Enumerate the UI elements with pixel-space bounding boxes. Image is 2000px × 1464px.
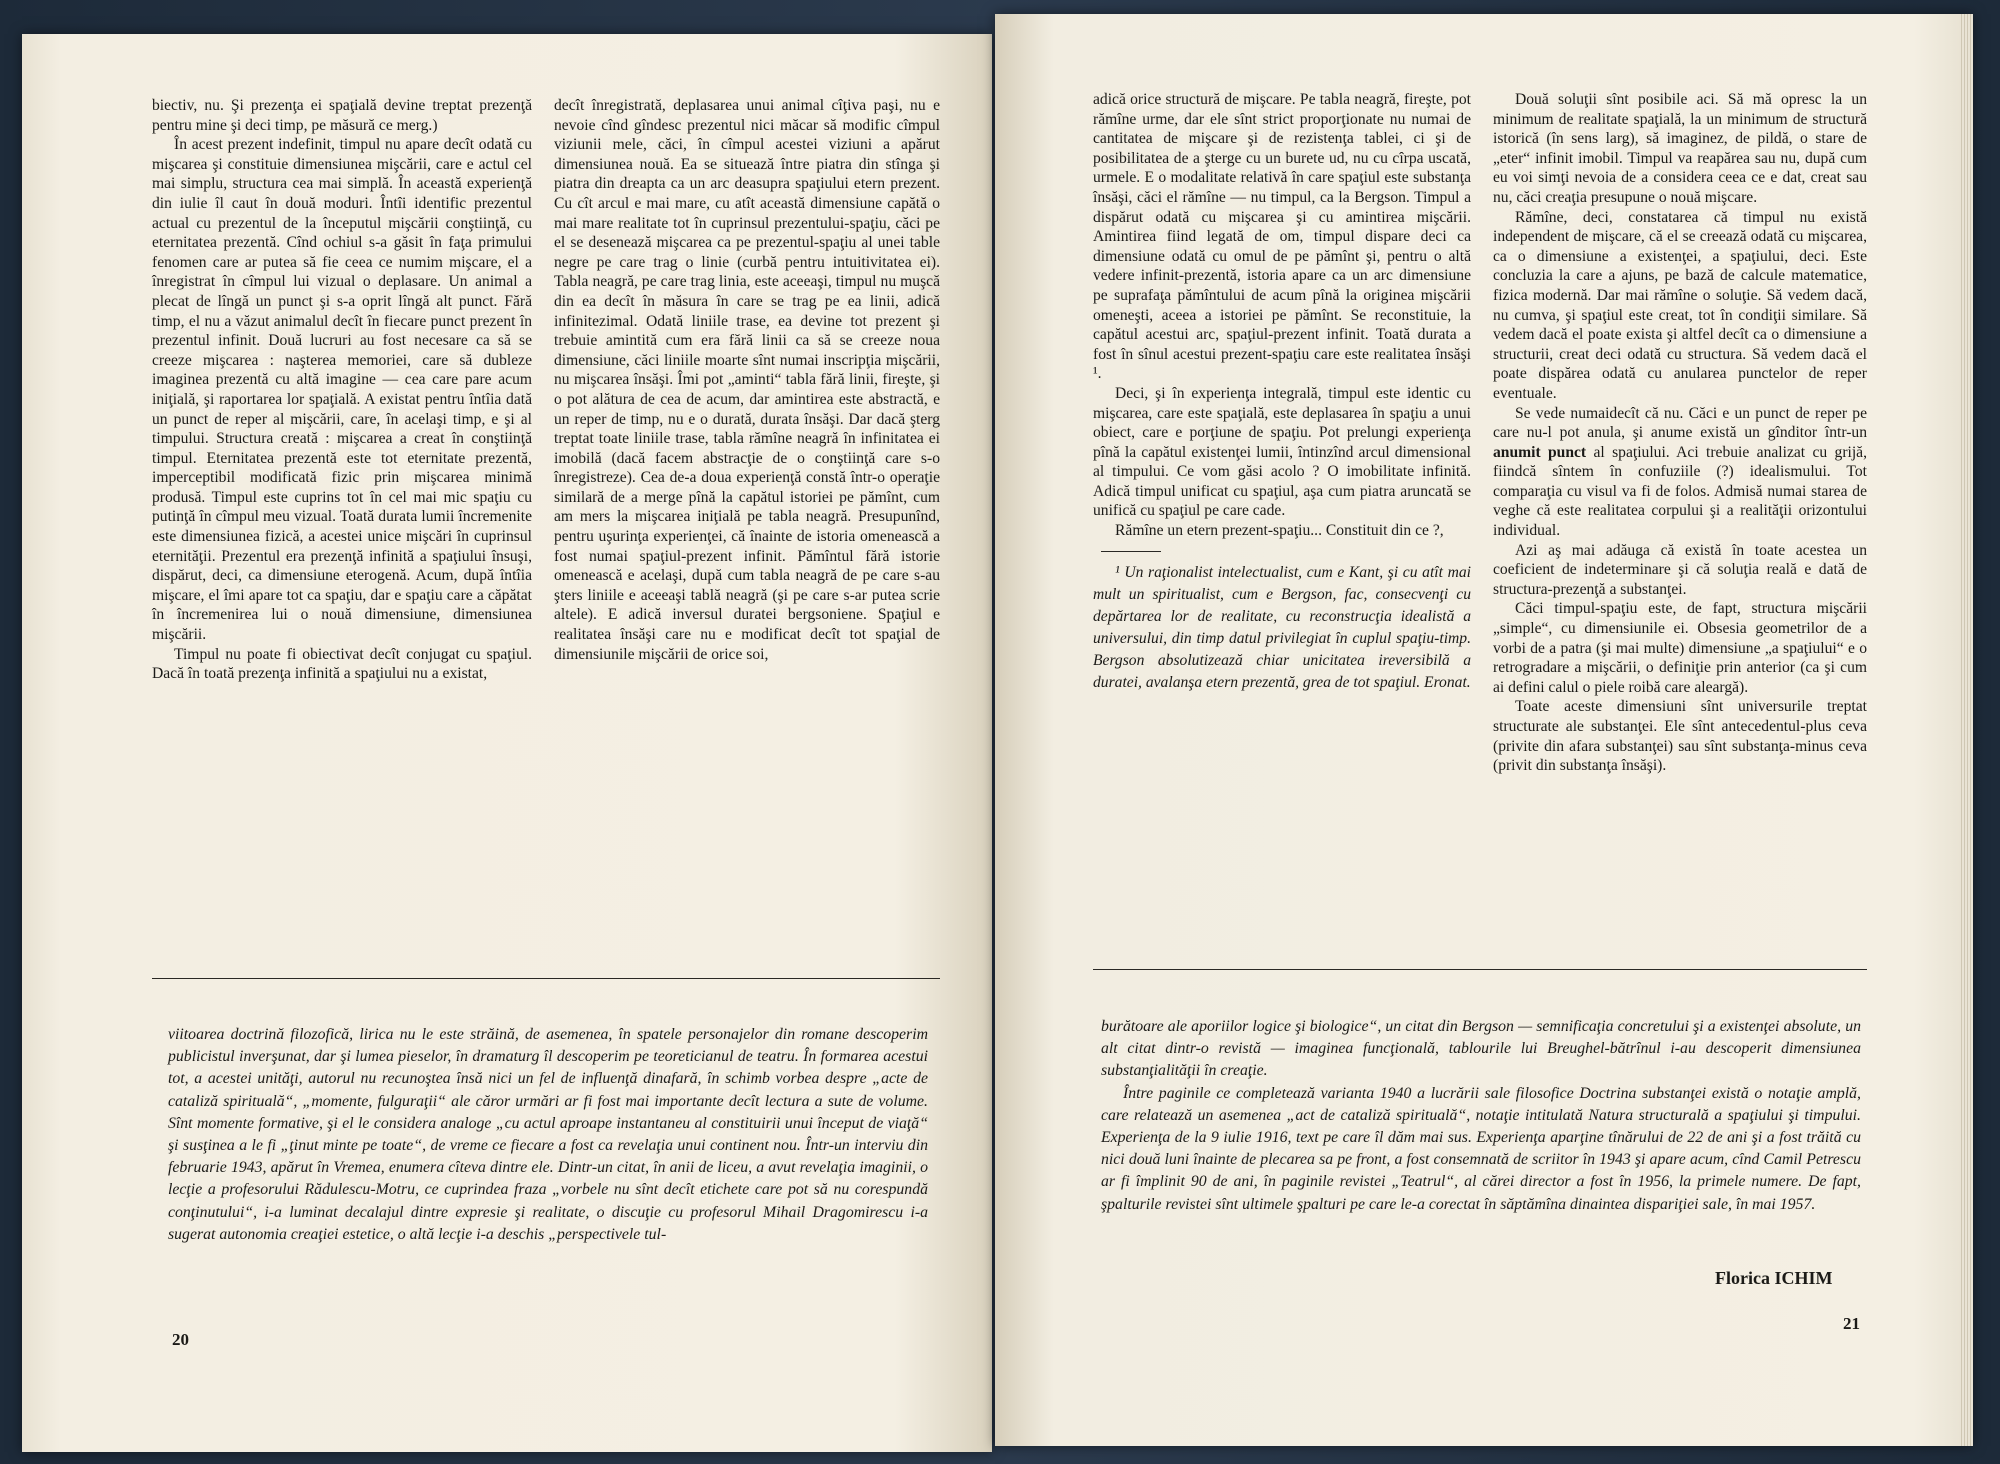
page-number: 20 bbox=[172, 1330, 189, 1349]
paragraph: Toate aceste dimensiuni sînt universurile treptat structurate ale substanţei. Ele sînt antecedentul-plus ceva (privite din afara substanţei) sau sînt substanţa-minus ceva (privit din substanţa însăşi). bbox=[1493, 698, 1867, 775]
left-column-1 bbox=[152, 96, 532, 684]
page-number: 21 bbox=[1843, 1314, 1860, 1333]
paragraph: Rămîne, deci, constatarea că timpul nu există independent de mişcare, că el se creează odată cu mişcarea, ca o dimensiune a existenţei, a spaţiului, deci. Este concluzia la care a ajuns, pe bază de calcule matematice, fizica modernă. Dar mai rămîne o soluţie. Să vedem dacă, nu cumva, şi spaţiul este creat, tot în condiţii similare. Să vedem dacă el poate exista şi altfel decît ca o dimensiune a structurii, creat deci odată cu structura. Să vedem dacă el poate dispărea odată cu anularea punctelor de reper eventuale. bbox=[1493, 208, 1867, 402]
paragraph: Rămîne un etern prezent-spaţiu... Constituit din ce ?, bbox=[1115, 522, 1444, 540]
page-edges bbox=[1959, 14, 1973, 1446]
author-signature: Florica ICHIM bbox=[1715, 1268, 1833, 1288]
paragraph: Două soluţii sînt posibile aci. Să mă opresc la un minimum de realitate spaţială, la un minimum de structură istorică (în sens larg), să imaginez, de pildă, o stare de „eter“ infinit imobil. Timpul va reapărea sau nu, după cum eu voi simţi nevoia de a considera ceea ce e dat, creat sau nu, căci creaţia presupune o nouă mişcare. bbox=[1493, 91, 1867, 206]
paragraph: decît înregistrată, deplasarea unui animal cîţiva paşi, nu e nevoie cînd gîndesc prezentul nici măcar să modific cîmpul viziunii mele, căci, în cîmpul acestei viziuni a apărut dimensiunea nouă. Ea se situează între piatra din stînga şi piatra din dreapta ca un arc deasupra spaţiului etern prezent. Cu cît arcul e mai mare, cu atît această dimensiune capătă o mai mare realitate tot în cuprinsul prezentului-spaţiu, căci pe el se desenează mişcarea ca pe prezentul-spaţiu al unei table negre pe care trag o linie (curbă pentru intuitivitatea ei). Tabla neagră, pe care trag linia, este aceeaşi, timpul nu muşcă din ea decît în măsura în care se trag pe ea linii, adică infinitezimal. Odată liniile trase, ea devine tot prezent şi trebuie amintită cum era fără linii ca să se creeze noua dimensiune, căci liniile moarte sînt numai inscripţia mişcării, nu mişcarea însăşi. Îmi pot „aminti“ tabla fără linii, fireşte, şi o pot alătura de cea de acum, dar amintirea este abstractă, e un reper de timp, nu e o durată, durata însăşi. Dar dacă şterg treptat toate liniile trase, tabla rămîne neagră în infinitatea ei imobilă (dacă facem abstracţie de o conştiinţă care s-o înregistreze). Cea de-a doua experienţă constă într-o operaţie similară de a merge pînă la capătul istoriei pe pămînt, cum am mers la mişcarea iniţială pe tabla neagră. Presupunînd, pentru uşurinţa experienţei, că înainte de istoria omenească a fost numai spaţiul-prezent infinit. Pămîntul fără istorie omenească e acelaşi, după cum tabla neagră de pe care s-au şters liniile e aceeaşi tablă neagră (şi pe care s-ar putea scrie altele). E adică inversul duratei bergsoniene. Spaţiul e realitatea însăşi care nu e modificat decît tot spaţial de dimensiunile mişcării de orice soi, bbox=[554, 97, 940, 663]
paragraph: Deci, şi în experienţa integrală, timpul este identic cu mişcarea, care este spaţială, este deplasarea în spaţiu a unui obiect, care e porţiune de spaţiu. Pot prelungi experienţa pînă la capătul existenţei lumii, întinzînd arcul dimensional al timpului. Ce vom găsi acolo ? O imobilitate infinită. Adică timpul unificat cu spaţiul, aşa cum piatra aruncată se unifică cu spaţiul pe care cade. bbox=[1093, 384, 1471, 520]
separator-rule bbox=[1093, 969, 1867, 970]
footnote-rule bbox=[1101, 551, 1161, 552]
separator-rule bbox=[152, 978, 940, 979]
left-page bbox=[22, 34, 992, 1452]
paragraph: Căci timpul-spaţiu este, de fapt, structura mişcării „simple“, cu dimensiunile ei. Obsesia geometrilor de a vorbi de a patra (şi mai multe) dimensiune „a spaţiului“ e o retrogradare a mişcării, o definiţie prin anterior (ca şi cum ai defini calul o piele roibă care aleargă). bbox=[1493, 600, 1867, 696]
right-column-1 bbox=[1093, 90, 1471, 694]
paragraph: Timpul nu poate fi obiectivat decît conjugat cu spaţiul. Dacă în toată prezenţa infinită a spaţiului nu a existat, bbox=[152, 645, 532, 683]
right-footer-text bbox=[1101, 1016, 1861, 1216]
bold-phrase: anumit punct bbox=[1493, 443, 1587, 461]
left-column-2 bbox=[554, 96, 940, 664]
footnote: ¹ Un raţionalist intelectualist, cum e Kant, şi cu atît mai mult un spiritualist, cum e Bergson, fac, consecvenţi cu depărtarea lor de realitate, cu reconstrucţia idealistă a universului, din timp datul privilegiat în cuplul spaţiu-timp. Bergson absolutizează chiar unicitatea ireversibilă a duratei, avalanşa etern prezentă, grea de tot spaţiul. Eronat. bbox=[1093, 563, 1471, 691]
paragraph: biectiv, nu. Şi prezenţa ei spaţială devine treptat prezenţă pentru mine şi deci timp, pe măsură ce merg.) bbox=[152, 97, 532, 134]
text-run: Se vede numaidecît că nu. Căci e un punct de reper pe care nu-l pot anula, şi anume există un gînditor într-un bbox=[1493, 404, 1867, 442]
paragraph bbox=[1493, 404, 1867, 541]
paragraph: În acest prezent indefinit, timpul nu apare decît odată cu mişcarea şi constituie dimensiunea mişcării, care e actul cel mai simplu, structura cea mai simplă. În această experienţă din iulie îl caut în două moduri. Întîi identific prezentul actual cu prezentul de la începutul mişcării conştiinţă, cu eternitatea prezentă. Cînd ochiul s-a găsit în faţa primului fenomen care ar putea să fie ceea ce numim mişcare, el a înregistrat în cîmpul lui vizual o deplasare. Un animal a plecat de lîngă un punct şi s-a oprit lîngă alt punct. Fără timp, el nu a văzut animalul decît în fiecare punct prezent în prezentul infinit. Două lucruri au fost necesare ca să se creeze mişcarea : naşterea memoriei, care să dubleze imaginea prezentă cu altă imagine — cea care pare acum iniţială, şi raportarea lor spaţială. A existat pentru întîia dată un punct de reper al mişcării, care, în acelaşi timp, e şi al timpului. Structura creată : mişcarea a creat în conştiinţă timpul. Eternitatea prezentă este tot eternitate prezentă, imperceptibil modificată fizic prin mişcarea minimă produsă. Timpul este cuprins tot în cel mai mic spaţiu cu putinţă în cîmpul meu vizual. Toată durata lumii încremenite este dimensiunea fizică, a acestei unice mişcări în cuprinsul eternităţii. Prezentul era prezenţă infinită a spaţiului însuşi, dispărut, deci, ca dimensiune eterogenă. Acum, după întîia mişcare, el îmi apare tot ca spaţiu, dar e spaţiu care a căpătat în încremenirea lui o nouă dimensiune, dimensiunea mişcării. bbox=[152, 136, 532, 644]
right-column-2 bbox=[1493, 90, 1867, 776]
right-page bbox=[995, 14, 1973, 1446]
footer-paragraph: burătoare ale aporiilor logice şi biologice“, un citat din Bergson — semnificaţia concretului şi a existenţei absolute, un alt citat dintr-o revistă — imaginea funcţională, tablourile lui Breughel-bătrînul i-au descoperit dimensiunea substanţialităţii în creaţie. bbox=[1101, 1018, 1861, 1080]
text-run: al spaţiului. Aci trebuie analizat cu grijă, fiindcă sîntem în confuziile (?) idealismului. Tot comparaţia cu visul va fi de folos. Admisă numai starea de veghe că este realitatea corpului şi a realităţii orizontului individual. bbox=[1493, 443, 1868, 540]
paragraph: Azi aş mai adăuga că există în toate acestea un coeficient de indeterminare şi că soluţia reală e dată de structura-prezenţă a substanţei. bbox=[1493, 541, 1867, 598]
paragraph: adică orice structură de mişcare. Pe tabla neagră, fireşte, pot rămîne urme, dar ele sînt strict proporţionate nu numai de cantitatea de mişcare şi de rezistenţa tablei, ci şi de posibilitatea de a şterge cu un burete ud, nu cu cîrpa uscată, urmele. E o modalitate relativă în care spaţiul este substanţa însăşi, căci el rămîne — nu timpul, ca la Bergson. Timpul a dispărut odată cu mişcarea şi cu amintirea mişcării. Amintirea fiind legată de om, timpul dispare deci ca dimensiune odată cu omul de pe pămînt şi, pentru o altă vedere infinit-prezentă, istoria apare ca un arc dimensiune pe suprafaţa pămîntului de acum pînă la originea mişcării omeneşti, aceea a istoriei pe pămînt. Se reconstituie, la capătul acestui arc, spaţiul-prezent infinit. Toată durata a fost în sînul acestui prezent-spaţiu care este realitatea însăşi ¹. bbox=[1093, 91, 1471, 383]
footer-paragraph: Între paginile ce completează varianta 1940 a lucrării sale filosofice Doctrina substanţei există o notaţie amplă, care relatează un asemenea „act de cataliză spirituală“, notaţie intitulată Natura structurală a spaţiului şi timpului. Experienţa de la 9 iulie 1916, text pe care îl dăm mai sus. Experienţa aparţine tînărului de 22 de ani şi a fost trăită cu nici două luni înainte de plecarea sa pe front, a fost consemnată de scriitor în 1943 şi apare acum, cînd Camil Petrescu ar fi împlinit 90 de ani, în paginile revistei „Teatrul“, al cărei director a fost în 1956, la primele numere. De fapt, şpalturile revistei sînt ultimele şpalturi pe care le-a corectat în săptămîna dinaintea dispariţiei sale, în mai 1957. bbox=[1101, 1084, 1861, 1213]
left-footer-text: viitoarea doctrină filozofică, lirica nu le este străină, de asemenea, în spatele personajelor din romane descoperim publicistul inverşunat, dar şi lumea pieselor, în dramaturg îl descoperim pe teoreticianul de teatru. În formarea acestui tot, a acestei unităţi, autorul nu recunoştea însă nici un fel de influenţă dinafară, în schimb vorbea despre „acte de cataliză spirituală“, „momente, fulguraţii“ ale căror urmări ar fi fost mai importante decît lectura a sute de volume. Sînt momente formative, şi el le considera analoge „cu actul aproape instantaneu al constituirii unui început de viaţă“ şi susţinea a le fi „ţinut minte pe toate“, de vreme ce fiecare a fost ca revelaţia unui continent nou. Într-un interviu din februarie 1943, apărut în Vremea, enumera cîteva dintre ele. Dintr-un citat, în anii de liceu, a avut revelaţia imaginii, o lecţie a profesorului Rădulescu-Motru, ce cuprindea fraza „vorbele nu sînt decît etichete care pot să nu corespundă conţinutului“, i-a luminat decalajul dintre expresie şi realitate, o discuţie cu profesorul Mihail Dragomirescu i-a sugerat autonomia creaţiei estetice, o altă lecţie i-a deschis „perspectivele tul- bbox=[168, 1026, 928, 1243]
